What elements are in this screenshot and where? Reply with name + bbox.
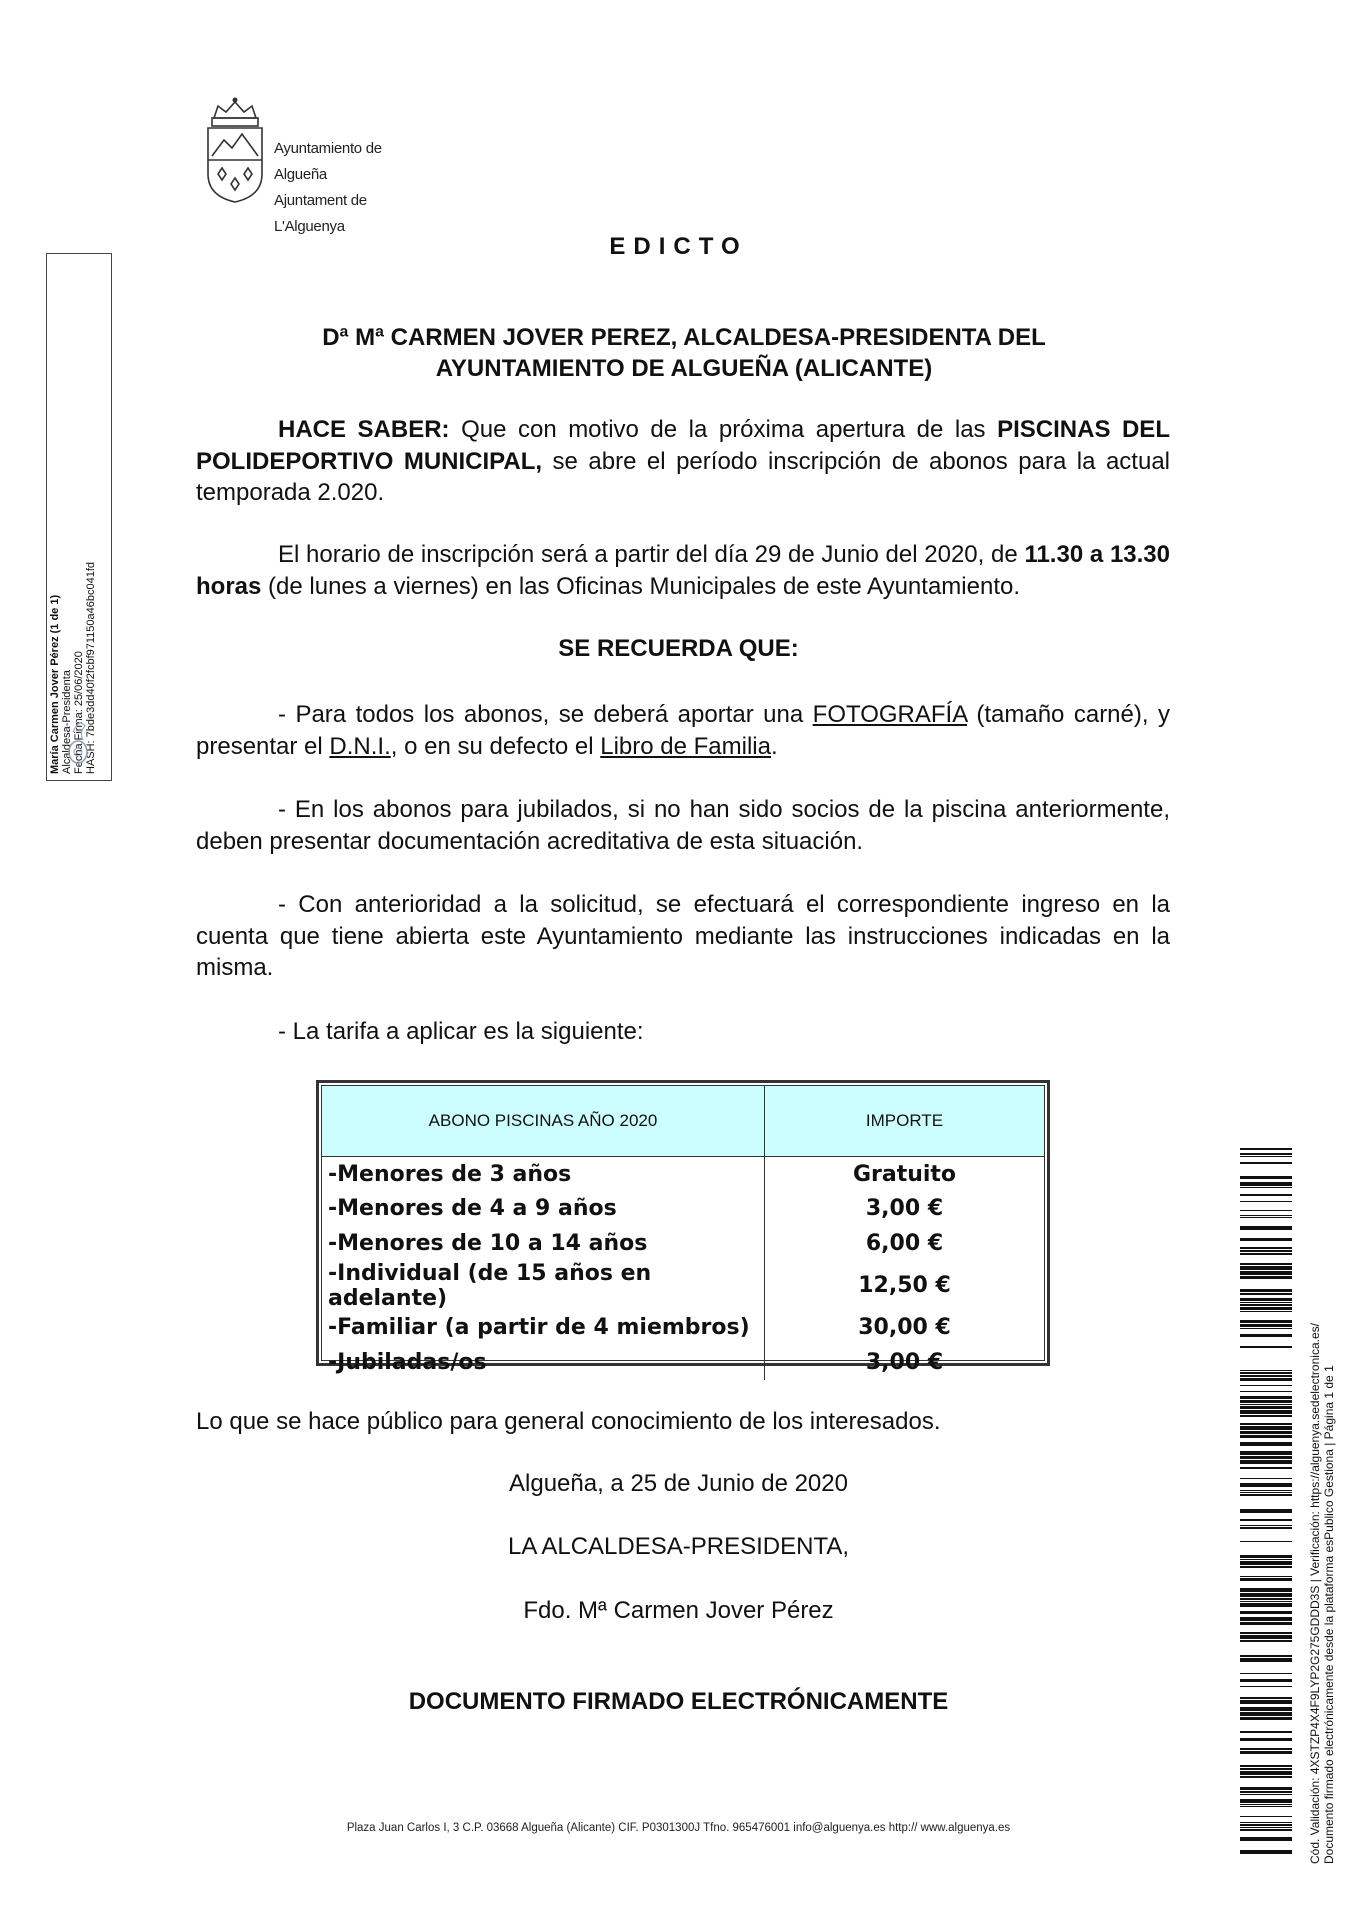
row-label: -Familiar (a partir de 4 miembros) bbox=[322, 1311, 765, 1346]
issuer-heading bbox=[200, 322, 1168, 384]
place-date: Algueña, a 25 de Junio de 2020 bbox=[509, 1470, 848, 1497]
table-row bbox=[322, 1311, 1044, 1346]
row-label: -Jubiladas/os bbox=[322, 1345, 765, 1380]
row-value: 6,00 € bbox=[865, 1230, 944, 1256]
row-value: 3,00 € bbox=[865, 1196, 944, 1222]
row-label: -Menores de 4 a 9 años bbox=[322, 1192, 765, 1227]
logo-line-1: Ayuntamiento de Algueña bbox=[274, 140, 382, 183]
signature-seal-icon bbox=[61, 708, 95, 768]
p3-text-1: - Para todos los abonos, se deberá aportar una bbox=[278, 701, 813, 728]
signer-name: María Carmen Jover Pérez (1 de 1) bbox=[49, 594, 61, 774]
verification-text bbox=[1308, 1323, 1336, 1864]
p2-text-2: (de lunes a viernes) en las Oficinas Municipales de este Ayuntamiento. bbox=[261, 572, 1020, 600]
document-title: EDICTO bbox=[609, 233, 748, 260]
row-label: -Menores de 3 años bbox=[322, 1157, 765, 1192]
row-value: 12,50 € bbox=[858, 1273, 951, 1298]
issuer-heading-line-2: AYUNTAMIENTO DE ALGUEÑA (ALICANTE) bbox=[435, 355, 933, 382]
header-importe: IMPORTE bbox=[765, 1086, 1045, 1157]
p1-bold-pools: PISCINAS DEL POLIDEPORTIVO MUNICIPAL, bbox=[196, 416, 1170, 475]
electronic-signature-note: DOCUMENTO FIRMADO ELECTRÓNICAMENTE bbox=[408, 1688, 949, 1715]
table-row bbox=[322, 1192, 1044, 1227]
verification-platform: Documento firmado electrónicamente desde la plataforma esPublico Gestiona | Página 1 de 1 bbox=[1322, 1365, 1336, 1864]
barcode-icon bbox=[1240, 1148, 1292, 1860]
table-row bbox=[322, 1226, 1044, 1261]
coat-of-arms-icon bbox=[200, 96, 270, 206]
closing-statement: Lo que se hace público para general conocimiento de los interesados. bbox=[196, 1408, 941, 1435]
paragraph-ingreso: - Con anterioridad a la solicitud, se efectuará el correspondiente ingreso en la cuenta que tiene abierta este Ayuntamiento mediante las instrucciones indicadas en la misma. bbox=[196, 891, 1170, 981]
signer-signature: Fdo. Mª Carmen Jover Pérez bbox=[523, 1597, 834, 1624]
p3-dni: D.N.I. bbox=[329, 732, 391, 760]
issuer-heading-line-1: Dª Mª CARMEN JOVER PEREZ, ALCALDESA-PRESIDENTA DEL bbox=[322, 324, 1046, 351]
paragraph-tarifa: - La tarifa a aplicar es la siguiente: bbox=[278, 1018, 644, 1045]
p1-text-2: se abre el período inscripción de abonos para la actual temporada 2.020. bbox=[196, 447, 1170, 506]
p3-text-4: . bbox=[770, 732, 778, 760]
p1-text-1: Que con motivo de la próxima apertura de las bbox=[449, 416, 998, 443]
p3-text-2: (tamaño carné), y presentar el bbox=[196, 701, 1170, 760]
footer-address: Plaza Juan Carlos I, 3 C.P. 03668 Algueña (Alicante) CIF. P0301300J Tfno. 965476001 info@alguenya.es http:// www.alguenya.es bbox=[346, 1822, 1011, 1834]
table-row bbox=[322, 1345, 1044, 1380]
p2-hours: 11.30 a 13.30 horas bbox=[196, 541, 1170, 600]
p3-photo: FOTOGRAFÍA bbox=[812, 701, 967, 728]
signature-date: Fecha Firma: 25/06/2020 bbox=[73, 651, 85, 774]
p3-libro-familia: Libro de Familia bbox=[600, 732, 771, 760]
header-abono: ABONO PISCINAS AÑO 2020 bbox=[322, 1086, 765, 1157]
logo-line-2: Ajuntament de L'Alguenya bbox=[274, 192, 367, 235]
municipal-logo bbox=[200, 96, 420, 235]
signature-hash: HASH: 7bde3dd40f2fcbf971150a46bc041fd bbox=[85, 561, 97, 774]
fee-table bbox=[316, 1080, 1050, 1375]
table-row bbox=[322, 1261, 1044, 1311]
signer-title: LA ALCALDESA-PRESIDENTA, bbox=[507, 1533, 849, 1560]
row-label: -Menores de 10 a 14 años bbox=[322, 1226, 765, 1261]
row-value: 30,00 € bbox=[858, 1315, 951, 1341]
table-row bbox=[322, 1157, 1044, 1192]
signature-panel bbox=[46, 253, 112, 781]
p2-text-1: El horario de inscripción será a partir del día 29 de Junio del 2020, de bbox=[278, 541, 1025, 568]
paragraph-horario bbox=[196, 539, 1170, 602]
fee-table-header bbox=[322, 1086, 1044, 1157]
p3-text-3: , o en su defecto el bbox=[390, 732, 601, 760]
paragraph-jubilados: - En los abonos para jubilados, si no han sido socios de la piscina anteriormente, deben presentar documentación acreditativa de esta situación. bbox=[196, 796, 1170, 855]
signer-role: Alcaldesa-Presidenta bbox=[61, 670, 73, 774]
row-label: -Individual (de 15 años en adelante) bbox=[322, 1261, 765, 1311]
reminder-heading: SE RECUERDA QUE: bbox=[558, 635, 799, 662]
paragraph-fotografia bbox=[196, 699, 1170, 762]
hace-saber-label: HACE SABER: bbox=[278, 416, 450, 443]
row-value: Gratuito bbox=[852, 1161, 957, 1187]
row-value: 3,00 € bbox=[865, 1349, 944, 1375]
paragraph-hace-saber bbox=[196, 414, 1170, 509]
verification-code: Cód. Validación: 4XSTZP4X4F9LYP2G275GDDD3S | Verificación: https://alguenya.sedelectronica.es/ bbox=[1308, 1323, 1322, 1864]
